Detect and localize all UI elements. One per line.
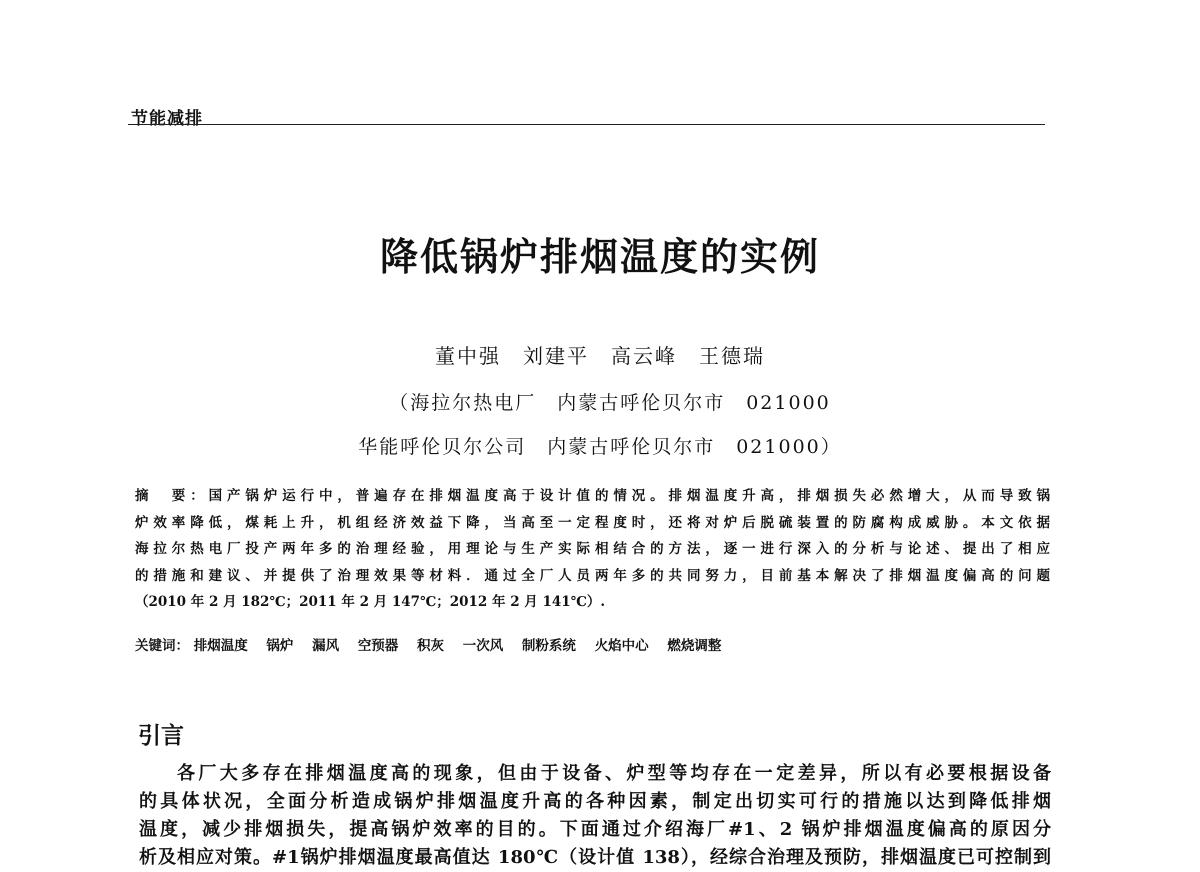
keyword: 积灰 [417, 638, 445, 654]
affiliation-2: 华能呼伦贝尔公司 内蒙古呼伦贝尔市 021000） [358, 436, 842, 458]
keyword: 锅炉 [266, 638, 294, 654]
body-line: 的具体状况，全面分析造成锅炉排烟温度升高的各种因素，制定出切实可行的措施以达到降低排烟 [139, 791, 1051, 812]
keyword: 制粉系统 [521, 638, 576, 654]
body-line: 析及相应对策。#1锅炉排烟温度最高值达 180℃（设计值 138），经综合治理及预防，排烟温度已可控制到 [139, 847, 1051, 868]
keyword: 一次风 [462, 638, 504, 654]
abstract-line: 炉效率降低，煤耗上升，机组经济效益下降，当高至一定程度时，还将对炉后脱硫装置的防腐构成威胁。本文依据 [135, 514, 1050, 531]
abstract-line: （2010 年 2 月 182℃；2011 年 2 月 147℃；2012 年 2 月 141℃）. [135, 594, 606, 610]
keyword: 空预器 [357, 638, 399, 654]
abstract [135, 483, 1050, 616]
header-rule [128, 124, 1045, 125]
section-heading-introduction: 引言 [138, 723, 184, 749]
keyword: 排烟温度 [193, 638, 248, 654]
abstract-line: 摘 要：国产锅炉运行中，普遍存在排烟温度高于设计值的情况。排烟温度升高，排烟损失必然增大，从而导致锅 [135, 488, 1050, 504]
abstract-line: 海拉尔热电厂投产两年多的治理经验，用理论与生产实际相结合的方法，逐一进行深入的分析与论述、提出了相应 [135, 541, 1050, 557]
introduction-body [139, 760, 1051, 872]
affiliation-1: （海拉尔热电厂 内蒙古呼伦贝尔市 021000 [389, 392, 831, 414]
abstract-line: 的措施和建议、并提供了治理效果等材料．通过全厂人员两年多的共同努力，目前基本解决了排烟温度偏高的问题 [135, 567, 1050, 584]
keyword: 漏风 [312, 638, 340, 654]
keywords-label: 关键词： [135, 638, 189, 654]
body-line: 各厂大多存在排烟温度高的现象，但由于设备、炉型等均存在一定差异，所以有必要根据设备 [177, 763, 1051, 784]
keyword: 火焰中心 [594, 638, 649, 654]
section-tag: 节能减排 [131, 109, 203, 129]
keyword: 燃烧调整 [667, 638, 722, 654]
keywords [135, 634, 1050, 654]
author-list: 董中强 刘建平 高云峰 王德瑞 [435, 344, 765, 368]
article-title: 降低锅炉排烟温度的实例 [379, 235, 820, 279]
body-line: 温度，减少排烟损失，提高锅炉效率的目的。下面通过介绍海厂#1、2 锅炉排烟温度偏高的原因分 [139, 819, 1051, 840]
